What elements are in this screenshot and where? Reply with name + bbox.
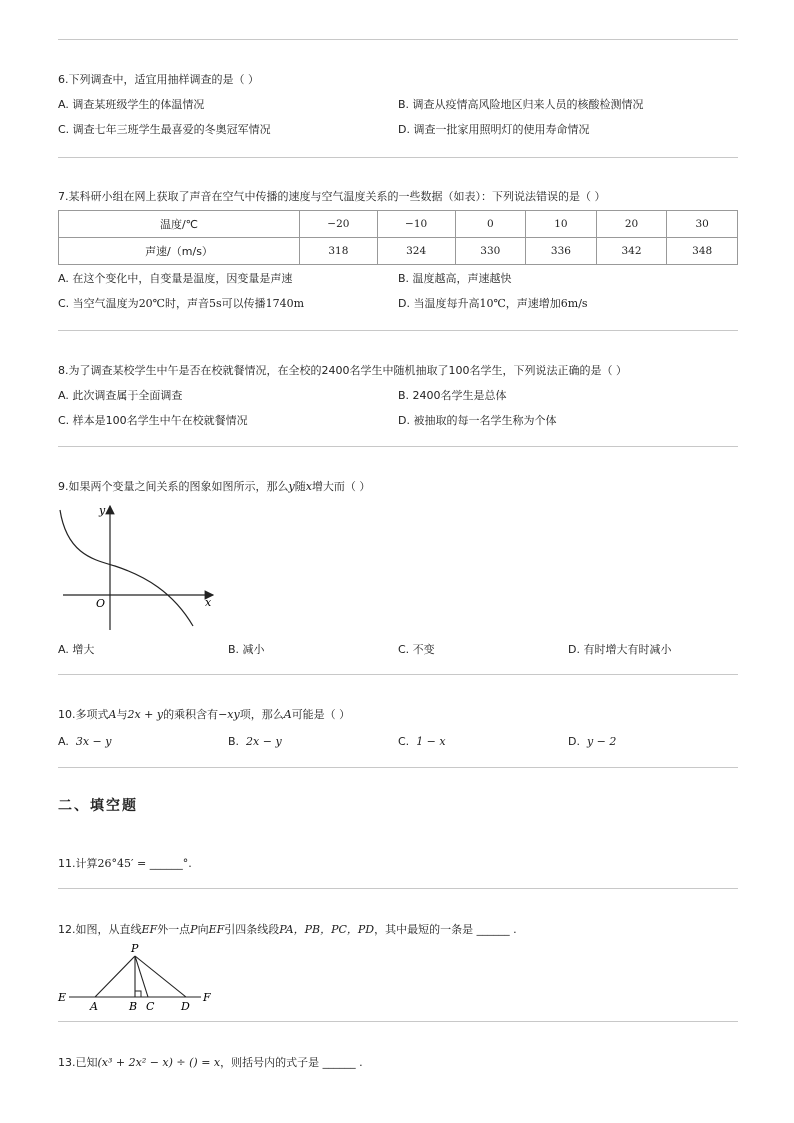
question-7-stem: 7.某科研小组在网上获取了声音在空气中传播的速度与空气温度关系的一些数据（如表）：下列说法错误的是（ ） [58, 190, 606, 203]
q10-option-d[interactable] [568, 735, 616, 749]
stem-text: °. [182, 857, 192, 870]
table-cell: 342 [596, 238, 667, 265]
table-cell: 348 [667, 238, 738, 265]
option-letter: A. [58, 735, 69, 748]
q6-option-b[interactable]: B. 调查从疫情高风险地区归来人员的核酸检测情况 [398, 98, 644, 111]
table-cell: 336 [526, 238, 597, 265]
stem-text: ，其中最短的一条是 [374, 923, 474, 936]
stem-text: 可能是（ ） [291, 708, 351, 721]
stem-text: 11.计算 [58, 857, 98, 870]
table-cell: −10 [377, 211, 455, 238]
table-row [59, 238, 738, 265]
math-var: x [305, 480, 312, 493]
point-label-b: B [129, 1000, 138, 1013]
y-axis-label: y [99, 504, 106, 517]
stem-text: . [359, 1056, 363, 1069]
table-cell: 324 [377, 238, 455, 265]
q8-option-b[interactable]: B. 2400名学生是总体 [398, 389, 507, 402]
q10-option-c[interactable] [398, 735, 446, 749]
q10-option-a[interactable] [58, 735, 111, 749]
math-expression: (x³ + 2x² − x) ÷ () = x [97, 1056, 221, 1069]
stem-text: ，则括号内的式子是 [220, 1056, 320, 1069]
data-table [58, 210, 738, 265]
q8-option-c[interactable]: C. 样本是100名学生中午在校就餐情况 [58, 414, 248, 427]
math-expression: −xy [218, 708, 240, 721]
math-expression: y − 2 [586, 735, 617, 748]
math-expression: 1 − x [416, 735, 446, 748]
table-header-speed: 声速/（m/s） [59, 238, 300, 265]
answer-blank[interactable]: ______ [149, 857, 183, 870]
q8-option-a[interactable]: A. 此次调查属于全面调查 [58, 389, 183, 402]
q6-option-a[interactable]: A. 调查某班级学生的体温情况 [58, 98, 205, 111]
q8-option-d[interactable]: D. 被抽取的每一名学生称为个体 [398, 414, 557, 427]
geometry-figure [55, 938, 225, 1013]
table-cell: 20 [596, 211, 667, 238]
stem-text: 随 [294, 480, 306, 493]
table-cell: 10 [526, 211, 597, 238]
divider [58, 674, 738, 675]
point-label-a: A [90, 1000, 98, 1013]
stem-text: 的乘积含有 [163, 708, 219, 721]
option-letter: B. [228, 735, 240, 748]
math-expression: 3x − y [75, 735, 112, 748]
section-heading: 二、填空题 [58, 798, 138, 814]
q7-option-a[interactable]: A. 在这个变化中，自变量是温度，因变量是声速 [58, 272, 293, 285]
math-value: 1740m [265, 297, 305, 310]
point-label-c: C [146, 1000, 155, 1013]
stem-text: 与 [116, 708, 128, 721]
math-var: P [190, 923, 198, 936]
q9-option-c[interactable]: C. 不变 [398, 643, 435, 656]
q9-option-a[interactable]: A. 增大 [58, 643, 95, 656]
q9-option-d[interactable]: D. 有时增大有时减小 [568, 643, 672, 656]
table-row [59, 211, 738, 238]
answer-blank[interactable]: ______ [476, 923, 510, 936]
q7-option-d[interactable] [398, 297, 588, 311]
divider [58, 446, 738, 447]
table-cell: 318 [300, 238, 378, 265]
math-expression: 2x + y [127, 708, 164, 721]
option-text: 可以传播 [221, 297, 266, 310]
point-label-p: P [131, 942, 139, 955]
math-value: 20℃ [138, 297, 165, 310]
stem-text: . [513, 923, 517, 936]
question-8-stem: 8.为了调查某校学生中午是否在校就餐情况，在全校的2400名学生中随机抽取了100名学生，下列说法正确的是（ ） [58, 364, 627, 377]
math-value: 10℃ [479, 297, 506, 310]
segment-pa [95, 956, 135, 997]
divider [58, 39, 738, 40]
table-cell: 30 [667, 211, 738, 238]
option-text: D. 当温度每升高 [398, 297, 480, 310]
function-curve [60, 510, 193, 626]
point-label-d: D [181, 1000, 190, 1013]
math-value: 5s [209, 297, 222, 310]
stem-text: 项，那么 [239, 708, 284, 721]
option-letter: C. [398, 735, 410, 748]
segment-pd [135, 956, 186, 997]
divider [58, 888, 738, 889]
q7-option-c[interactable] [58, 297, 304, 311]
answer-blank[interactable]: ______ [322, 1056, 356, 1069]
stem-text: 外一点 [157, 923, 191, 936]
q6-option-c[interactable]: C. 调查七年三班学生最喜爱的冬奥冠军情况 [58, 123, 271, 136]
stem-text: 增大而（ ） [311, 480, 371, 493]
table-header-temperature: 温度/℃ [59, 211, 300, 238]
table-cell: −20 [300, 211, 378, 238]
point-label-e: E [58, 991, 67, 1004]
option-letter: D. [568, 735, 580, 748]
stem-text: 引四条线段 [224, 923, 280, 936]
math-expression: 2x − y [246, 735, 282, 748]
origin-label: O [96, 597, 106, 610]
question-9-stem [58, 480, 370, 494]
stem-text: 13.已知 [58, 1056, 98, 1069]
divider [58, 330, 738, 331]
divider [58, 157, 738, 158]
option-text: ，声速增加 [505, 297, 561, 310]
stem-text: 向 [197, 923, 209, 936]
math-var: y [288, 480, 295, 493]
math-expression: 26°45′ = [97, 857, 147, 870]
stem-text: 9.如果两个变量之间关系的图象如图所示，那么 [58, 480, 289, 493]
divider [58, 767, 738, 768]
math-var: A [108, 708, 117, 721]
divider [58, 1021, 738, 1022]
math-var: EF [141, 923, 158, 936]
question-13-stem [58, 1056, 363, 1070]
table-cell: 0 [455, 211, 526, 238]
option-text: C. 当空气温度为 [58, 297, 139, 310]
question-6-stem: 6.下列调查中，适宜用抽样调查的是（ ） [58, 73, 259, 86]
stem-text: 12.如图，从直线 [58, 923, 142, 936]
x-axis-label: x [205, 596, 212, 609]
q10-option-b[interactable] [228, 735, 282, 749]
question-12-stem [58, 923, 517, 937]
table-cell: 330 [455, 238, 526, 265]
question-10-stem [58, 708, 350, 722]
stem-text: 10.多项式 [58, 708, 109, 721]
q9-option-b[interactable]: B. 减小 [228, 643, 265, 656]
function-graph [55, 500, 225, 635]
q6-option-d[interactable]: D. 调查一批家用照明灯的使用寿命情况 [398, 123, 590, 136]
q7-option-b[interactable]: B. 温度越高，声速越快 [398, 272, 512, 285]
option-text: 时，声音 [165, 297, 209, 310]
question-11-stem [58, 857, 192, 871]
point-label-f: F [203, 991, 211, 1004]
math-var: EF [208, 923, 225, 936]
math-value: 6m/s [560, 297, 588, 310]
math-var: A [283, 708, 292, 721]
math-expression: PA，PB，PC，PD [279, 923, 375, 936]
right-angle-mark [135, 991, 141, 997]
